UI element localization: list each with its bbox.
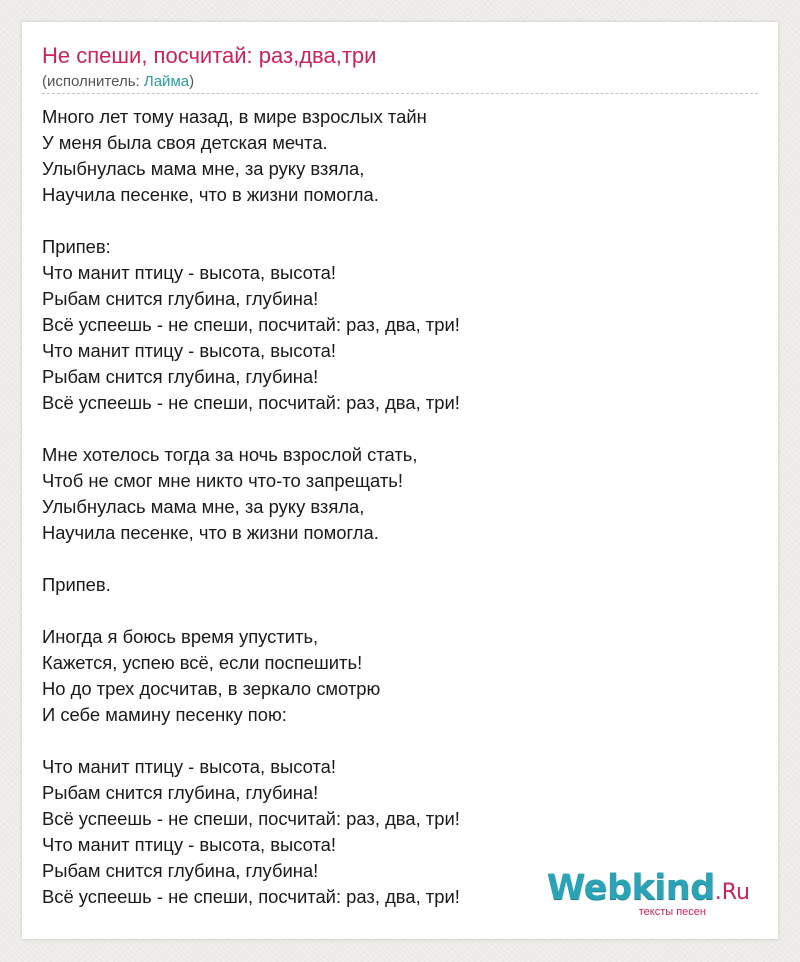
lyric-line: Всё успеешь - не спеши, посчитай: раз, два, три! [42, 808, 460, 829]
lyrics-card [22, 22, 778, 939]
lyric-line: Рыбам снится глубина, глубина! [42, 860, 319, 881]
lyric-line: Всё успеешь - не спеши, посчитай: раз, два, три! [42, 392, 460, 413]
lyric-line: Улыбнулась мама мне, за руку взяла, [42, 158, 365, 179]
logo-wordmark [547, 870, 750, 911]
lyric-line: Научила песенке, что в жизни помогла. [42, 522, 379, 543]
artist-line [42, 73, 194, 91]
lyric-line: Кажется, успею всё, если поспешить! [42, 652, 363, 673]
logo-tld: .Ru [714, 880, 750, 905]
lyric-line: Рыбам снится глубина, глубина! [42, 782, 319, 803]
site-logo[interactable] [547, 870, 750, 917]
lyric-line: Улыбнулась мама мне, за руку взяла, [42, 496, 365, 517]
lyric-blank-line [42, 546, 460, 572]
title-divider [42, 93, 758, 94]
lyric-line: У меня была своя детская мечта. [42, 132, 328, 153]
lyric-blank-line [42, 598, 460, 624]
artist-prefix: (исполнитель: [42, 73, 144, 90]
lyric-line: Иногда я боюсь время упустить, [42, 626, 319, 647]
artist-suffix: ) [189, 73, 195, 90]
lyric-blank-line [42, 728, 460, 754]
artist-link[interactable]: Лайма [143, 73, 190, 90]
lyric-line: Чтоб не смог мне никто что-то запрещать! [42, 470, 403, 491]
lyric-line: Припев: [42, 236, 111, 257]
lyric-line: Что манит птицу - высота, высота! [42, 262, 337, 283]
song-title: Не спеши, посчитай: раз,два,три [42, 43, 377, 68]
lyric-blank-line [42, 416, 460, 442]
lyric-line: Что манит птицу - высота, высота! [42, 756, 337, 777]
lyric-blank-line [42, 208, 460, 234]
lyric-line: Что манит птицу - высота, высота! [42, 834, 337, 855]
lyric-line: Научила песенке, что в жизни помогла. [42, 184, 379, 205]
lyric-line: Всё успеешь - не спеши, посчитай: раз, два, три! [42, 314, 460, 335]
lyric-line: Рыбам снится глубина, глубина! [42, 288, 319, 309]
lyric-line: Но до трех досчитав, в зеркало смотрю [42, 678, 381, 699]
lyric-line: Что манит птицу - высота, высота! [42, 340, 337, 361]
lyric-line: Рыбам снится глубина, глубина! [42, 366, 319, 387]
lyrics-text [42, 104, 460, 910]
logo-tagline: тексты песен [638, 906, 706, 918]
lyric-line: И себе мамину песенку пою: [42, 704, 287, 725]
lyric-line: Припев. [42, 574, 111, 595]
lyric-line: Много лет тому назад, в мире взрослых тайн [42, 106, 427, 127]
lyric-line: Мне хотелось тогда за ночь взрослой стать, [42, 444, 418, 465]
lyric-line: Всё успеешь - не спеши, посчитай: раз, два, три! [42, 886, 460, 907]
logo-name: Webkind [546, 868, 715, 908]
